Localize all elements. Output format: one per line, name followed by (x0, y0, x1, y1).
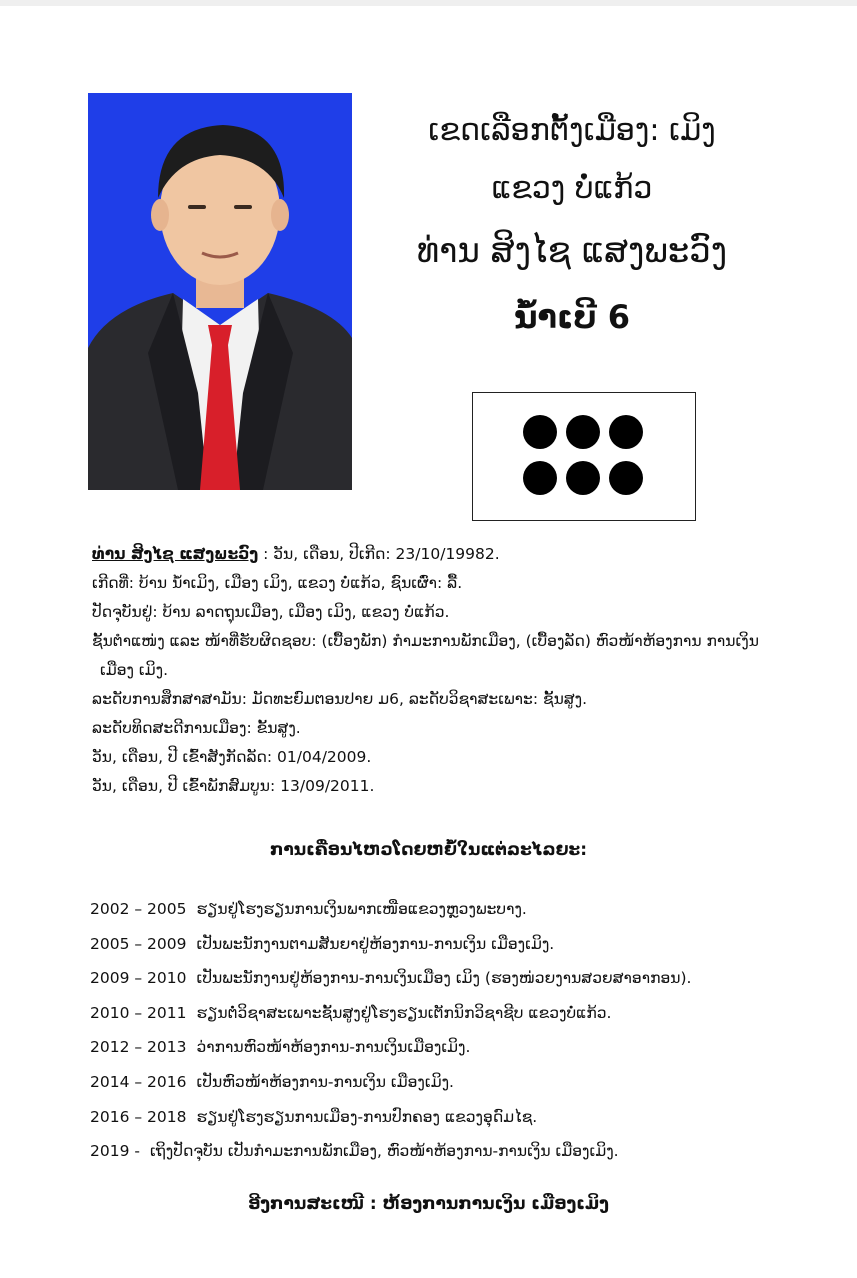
ballot-dot (566, 415, 600, 449)
history-section-title: ການເຄື່ອນໄຫວໂດຍຫຍໍ້ໃນແຕ່ລະໄລຍະ: (269, 840, 588, 860)
bio-name: ທ່ານ ສິງໄຊ ແສງພະວົງ (92, 545, 259, 563)
history-row (90, 892, 830, 927)
ballot-dot (523, 415, 557, 449)
candidate-name-title: ທ່ານ ສິງໄຊ ແສງພະວົງ (416, 231, 728, 271)
history-text: ຮຽນຢູ່ໂຮງຮຽນການເມືອງ-ການປົກຄອງ ແຂວງອຸດົມໄຊ. (196, 1107, 538, 1126)
bio-position: ຊັ້ນຕຳແໜ່ງ ແລະ ໜ້າທີ່ຮັບຜິດຊອບ: (ເບື້ອງພັກ) ກຳມະການພັກເມືອງ, (ເບື້ອງລັດ) ຫົວໜ້າຫ້ອງການ ການເງິນ (92, 632, 759, 650)
bio-birth: : ວັນ, ເດືອນ, ປີເກີດ: 23/10/19982. (258, 545, 500, 563)
candidate-number (372, 296, 772, 338)
history-text: ເປັນພະນັກງານຕາມສັນຍາຢູ່ຫ້ອງການ-ການເງິນ ເມືອງເມິງ. (196, 934, 555, 953)
history-text: ຮຽນຕໍ່ວິຊາສະເພາະຊັ້ນສູງຢູ່ໂຮງຮຽນເຕັກນິກວິຊາຊີບ ແຂວງບໍ່ແກ້ວ. (196, 1003, 612, 1022)
bio-joined-organization: ວັນ, ເດືອນ, ປີ ເຂົ້າສັງກັດລັດ: 01/04/2009. (92, 748, 372, 766)
history-years: 2002 – 2005 (90, 900, 187, 918)
bio-birthplace: ເກີດທີ່: ບ້ານ ນ້ຳເມິງ, ເມືອງ ເມິງ, ແຂວງ ບໍ່ແກ້ວ, ຊົນເຜົ່າ: ລື້. (92, 574, 463, 592)
history-years: 2005 – 2009 (90, 934, 187, 953)
history-text: ເປັນພະນັກງານຢູ່ຫ້ອງການ-ການເງິນເມືອງ ເມິງ (ຮອງໜ່ວຍງານສວຍສາອາກອນ). (196, 969, 692, 988)
bio-education: ລະດັບການສຶກສາສາມັນ: ມັດທະຍົມຕອນປາຍ ມ6, ລະດັບວິຊາສະເພາະ: ຊັ້ນສູງ. (92, 690, 588, 708)
bio-current-address: ປັດຈຸບັນຢູ່: ບ້ານ ລາດຖຸນເມືອງ, ເມືອງ ເມິງ, ແຂວງ ບໍ່ແກ້ວ. (92, 603, 450, 621)
history-years: 2016 – 2018 (90, 1107, 187, 1126)
ballot-dot (609, 415, 643, 449)
ballot-dots-box (472, 392, 696, 521)
history-years: 2012 – 2013 (90, 1038, 187, 1057)
constituency-title: ເຂດເລືອກຕັ້ງເມືອງ: ເມິງ (428, 113, 716, 148)
history-years: 2014 – 2016 (90, 1072, 187, 1091)
ballot-dot (566, 461, 600, 495)
bio-joined-party: ວັນ, ເດືອນ, ປີ ເຂົ້າພັກສົມບູນ: 13/09/2011. (92, 777, 375, 795)
history-years: 2009 – 2010 (90, 969, 187, 988)
portrait-illustration (88, 93, 352, 490)
history-row (90, 961, 830, 996)
ballot-dot (523, 461, 557, 495)
career-history (90, 892, 830, 1169)
history-text: ຮຽນຢູ່ໂຮງຮຽນການເງິນພາກເໜືອແຂວງຫຼວງພະບາງ. (196, 900, 527, 918)
top-strip (0, 0, 857, 6)
history-text: ເຖິງປັດຈຸບັນ ເປັນກຳມະການພັກເມືອງ, ຫົວໜ້າຫ້ອງການ-ການເງິນ ເມືອງເມິງ. (149, 1142, 619, 1161)
candidate-photo (88, 93, 352, 490)
history-text: ເປັນຫົວໜ້າຫ້ອງການ-ການເງິນ ເມືອງເມິງ. (196, 1072, 454, 1091)
ballot-dot (609, 461, 643, 495)
history-row (90, 927, 830, 962)
history-row (90, 1134, 830, 1169)
history-years: 2010 – 2011 (90, 1003, 187, 1022)
number-label: ນໍ້າເບີ (513, 298, 597, 336)
history-text: ວ່າການຫົວໜ້າຫ້ອງການ-ການເງິນເມືອງເມິງ. (196, 1038, 471, 1057)
bio-political-level: ລະດັບທິດສະດີການເມືອງ: ຂັ້ນສູງ. (92, 719, 301, 737)
candidate-header (372, 110, 772, 338)
history-row (90, 1100, 830, 1135)
province-title: ແຂວງ ບໍ່ແກ້ວ (491, 171, 653, 206)
history-row (90, 1065, 830, 1100)
bio-birth-line (92, 540, 812, 569)
number-value: 6 (607, 298, 631, 336)
candidate-bio (92, 540, 812, 801)
bio-position-cont: ເມືອງ ເມິງ. (100, 661, 168, 679)
history-row (90, 1030, 830, 1065)
proposed-by-footer: ອີງການສະເໜີ : ຫ້ອງການການເງິນ ເມືອງເມິງ (248, 1194, 609, 1214)
history-years: 2019 - (90, 1142, 140, 1161)
history-row (90, 996, 830, 1031)
